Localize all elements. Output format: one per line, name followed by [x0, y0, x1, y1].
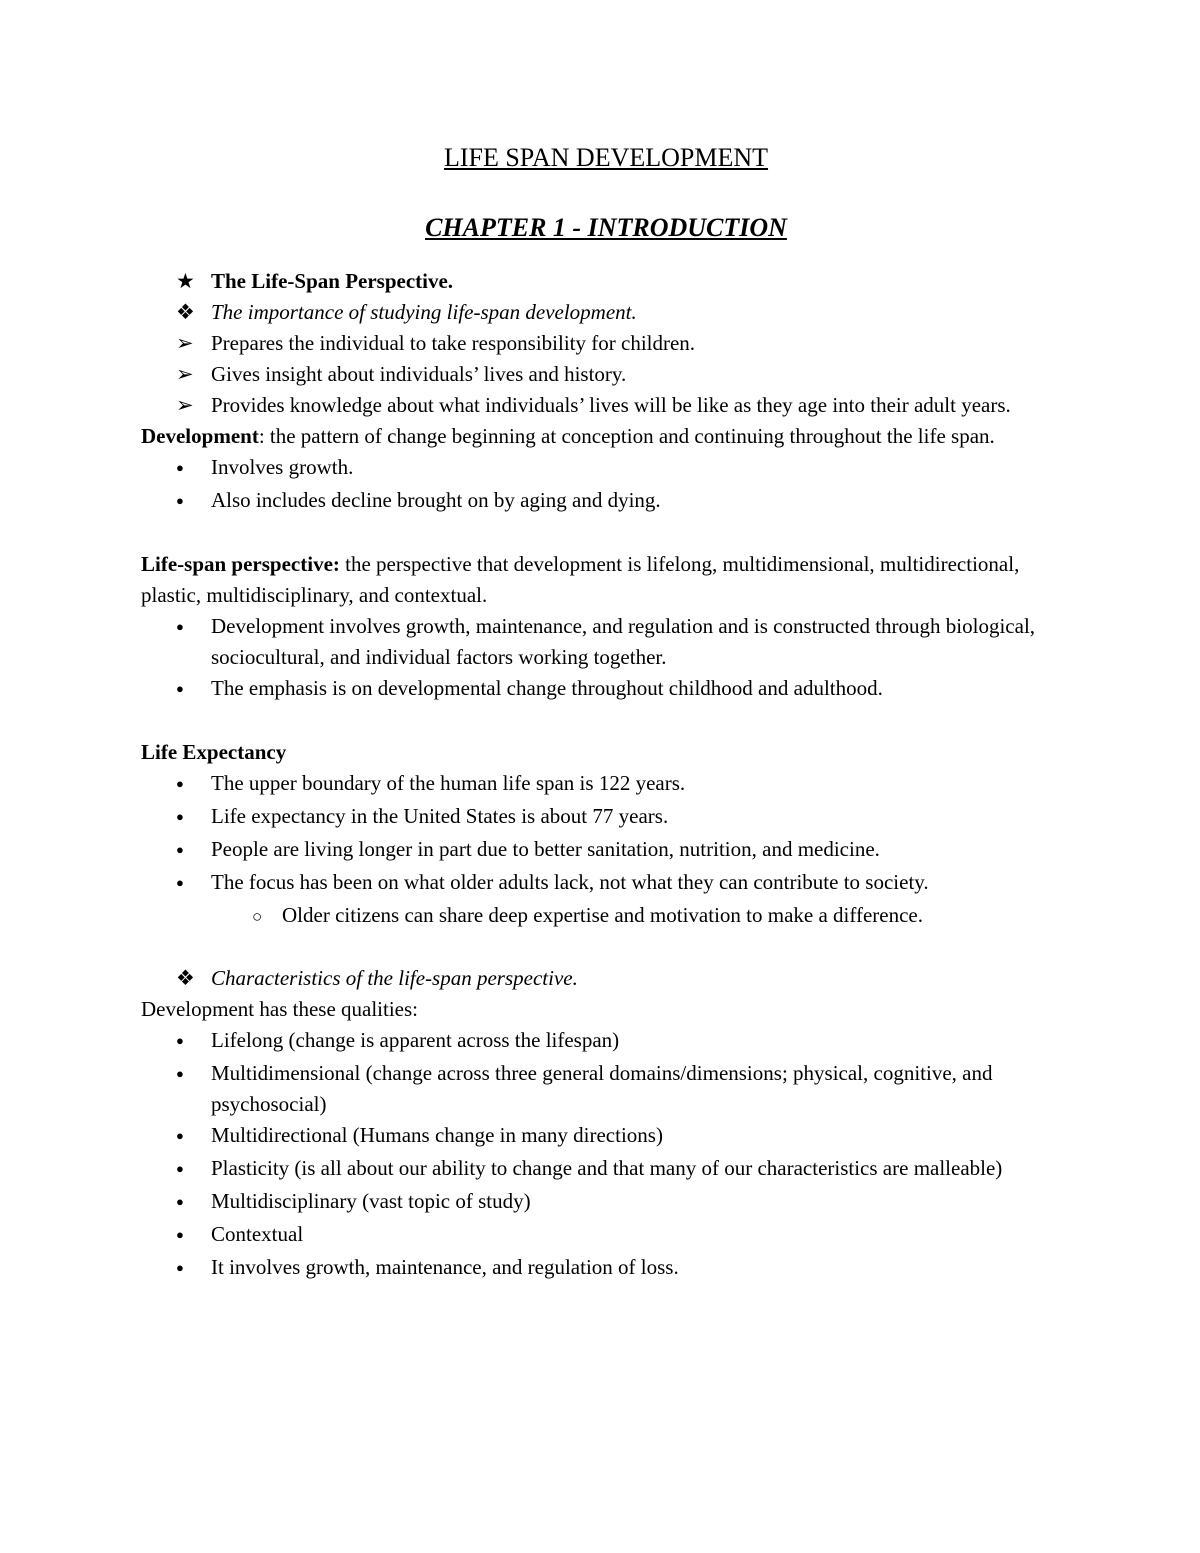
chapter-heading: CHAPTER 1 - INTRODUCTION [425, 213, 787, 242]
list-item-text: Multidirectional (Humans change in many directions) [211, 1123, 663, 1147]
development-term: Development [141, 424, 259, 448]
bullet-icon: ● [176, 1194, 184, 1209]
list-item [141, 673, 1071, 706]
list-item [141, 1153, 1071, 1186]
list-item-text: The focus has been on what older adults lack, not what they can contribute to society. [211, 870, 929, 894]
list-item [141, 1058, 1071, 1120]
bullet-icon: ● [176, 1260, 184, 1275]
document-title: LIFE SPAN DEVELOPMENT [443, 143, 769, 172]
arrow-item-text: Gives insight about individuals’ lives and history. [211, 362, 627, 386]
bullet-icon: ● [176, 875, 184, 890]
development-definition [141, 421, 1071, 452]
list-item-text: Involves growth. [211, 455, 354, 479]
importance-subheading: The importance of studying life-span development. [211, 300, 637, 324]
list-item-text: Contextual [211, 1222, 304, 1246]
subheading-row [141, 963, 1071, 994]
list-item-text: Lifelong (change is apparent across the lifespan) [211, 1028, 620, 1052]
lifespan-perspective-definition [141, 549, 1071, 611]
arrow-bullet-icon: ➢ [176, 331, 194, 355]
bullet-icon: ● [176, 1128, 184, 1143]
arrow-item-text: Prepares the individual to take responsibility for children. [211, 331, 696, 355]
lifespan-perspective-definition-text: the perspective that development is lifelong, multidimensional, multidirectional, plastic, multidisciplinary, and contextual. [141, 552, 1020, 607]
arrow-bullet-icon: ➢ [176, 393, 194, 417]
list-item-text: Multidisciplinary (vast topic of study) [211, 1189, 531, 1213]
list-item-text: Multidimensional (change across three general domains/dimensions; physical, cognitive, and psychosocial) [211, 1061, 993, 1116]
diamond-bullet-icon: ❖ [176, 966, 195, 990]
list-item [141, 452, 1071, 485]
lifespan-perspective-term: Life-span perspective: [141, 552, 340, 576]
life-expectancy-heading: Life Expectancy [141, 740, 287, 764]
list-item [141, 1219, 1071, 1252]
list-item [141, 768, 1071, 801]
subheading-row [141, 297, 1071, 328]
bullet-icon: ● [176, 809, 184, 824]
sub-list-item-text: Older citizens can share deep expertise and motivation to make a difference. [282, 903, 924, 927]
list-item-text: People are living longer in part due to better sanitation, nutrition, and medicine. [211, 837, 880, 861]
list-item-text: Also includes decline brought on by aging and dying. [211, 488, 661, 512]
bullet-icon: ● [176, 1227, 184, 1242]
circle-bullet-icon: ○ [252, 907, 263, 926]
sub-list-item [141, 900, 1071, 932]
list-item [141, 1025, 1071, 1058]
list-item-text: Life expectancy in the United States is about 77 years. [211, 804, 669, 828]
section-heading: The Life-Span Perspective. [211, 269, 454, 293]
list-item [141, 834, 1071, 867]
bullet-icon: ● [176, 1066, 184, 1081]
list-item [141, 801, 1071, 834]
bullet-icon: ● [176, 619, 184, 634]
list-item-text: The upper boundary of the human life span is 122 years. [211, 771, 686, 795]
bullet-icon: ● [176, 1161, 184, 1176]
arrow-item-text: Provides knowledge about what individuals’ lives will be like as they age into their adult years. [211, 393, 1011, 417]
list-item [141, 1120, 1071, 1153]
bullet-icon: ● [176, 460, 184, 475]
development-definition-text: : the pattern of change beginning at conception and continuing throughout the life span. [258, 424, 995, 448]
bullet-icon: ● [176, 776, 184, 791]
star-icon: ★ [176, 269, 195, 293]
arrow-item [141, 390, 1071, 421]
bullet-icon: ● [176, 493, 184, 508]
list-item [141, 1252, 1071, 1285]
list-item [141, 611, 1071, 673]
characteristics-subheading: Characteristics of the life-span perspective. [211, 966, 578, 990]
list-item-text: The emphasis is on developmental change throughout childhood and adulthood. [211, 676, 883, 700]
list-item [141, 485, 1071, 518]
list-item-text: Plasticity (is all about our ability to change and that many of our characteristics are malleable) [211, 1156, 1003, 1180]
arrow-bullet-icon: ➢ [176, 362, 194, 386]
list-item-text: It involves growth, maintenance, and regulation of loss. [211, 1255, 679, 1279]
bullet-icon: ● [176, 1033, 184, 1048]
bullet-icon: ● [176, 842, 184, 857]
list-item-text: Development involves growth, maintenance, and regulation and is constructed through biological, sociocultural, and individual factors working together. [211, 614, 1036, 669]
arrow-item [141, 328, 1071, 359]
diamond-bullet-icon: ❖ [176, 300, 195, 324]
list-item [141, 1186, 1071, 1219]
bullet-icon: ● [176, 681, 184, 696]
arrow-item [141, 359, 1071, 390]
characteristics-intro: Development has these qualities: [141, 997, 419, 1021]
document-body [141, 138, 1071, 1285]
list-item [141, 867, 1071, 900]
section-heading-row [141, 266, 1071, 297]
